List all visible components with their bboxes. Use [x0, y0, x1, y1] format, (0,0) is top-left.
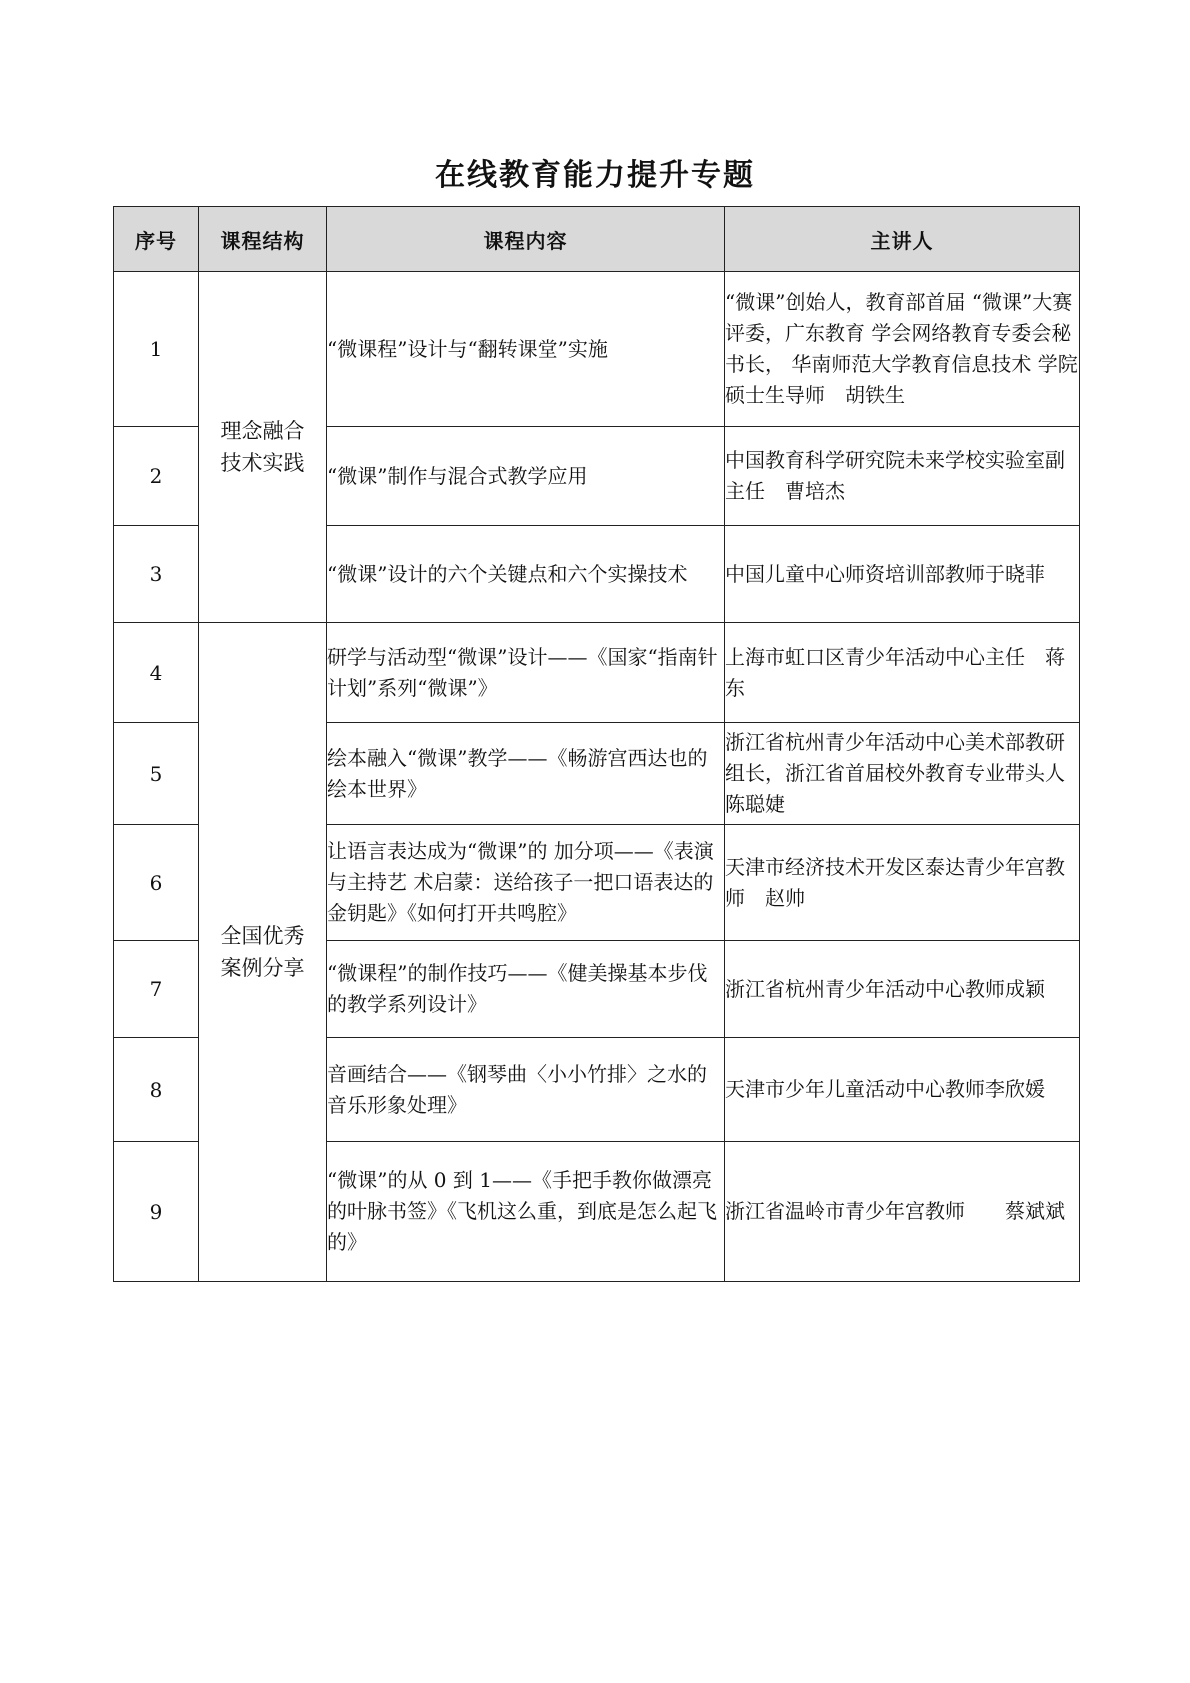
row-seq: 3	[114, 526, 199, 623]
row-seq: 2	[114, 427, 199, 526]
row-speaker: 浙江省杭州青少年活动中心教师成颖	[725, 941, 1080, 1038]
row-seq: 5	[114, 723, 199, 825]
row-seq: 1	[114, 272, 199, 427]
row-seq: 4	[114, 623, 199, 723]
row-content: 研学与活动型“微课”设计——《国家“指南针计划”系列“微课”》	[327, 623, 725, 723]
header-speaker: 主讲人	[725, 207, 1080, 272]
row-content: “微课”的从 0 到 1——《手把手教你做漂亮的叶脉书签》《飞机这么重，到底是怎么起飞的》	[327, 1142, 725, 1282]
row-seq: 7	[114, 941, 199, 1038]
module-cell	[199, 623, 327, 1282]
row-speaker: 天津市经济技术开发区泰达青少年宫教师 赵帅	[725, 825, 1080, 941]
table-row	[114, 623, 1080, 723]
header-seq: 序号	[114, 207, 199, 272]
module-cell	[199, 272, 327, 623]
row-content: “微课程”的制作技巧——《健美操基本步伐的教学系列设计》	[327, 941, 725, 1038]
header-module: 课程结构	[199, 207, 327, 272]
row-speaker: 天津市少年儿童活动中心教师李欣媛	[725, 1038, 1080, 1142]
row-content: 绘本融入“微课”教学——《畅游宫西达也的绘本世界》	[327, 723, 725, 825]
row-speaker: 中国儿童中心师资培训部教师于晓菲	[725, 526, 1080, 623]
module-label: 全国优秀案例分享	[220, 924, 305, 980]
row-speaker: 浙江省杭州青少年活动中心美术部教研组长，浙江省首届校外教育专业带头人 陈聪婕	[725, 723, 1080, 825]
row-speaker: 中国教育科学研究院未来学校实验室副主任 曹培杰	[725, 427, 1080, 526]
row-speaker: 上海市虹口区青少年活动中心主任 蒋东	[725, 623, 1080, 723]
row-speaker: 浙江省温岭市青少年宫教师 蔡斌斌	[725, 1142, 1080, 1282]
page-title: 在线教育能力提升专题	[435, 158, 755, 193]
row-seq: 6	[114, 825, 199, 941]
row-content: 音画结合——《钢琴曲〈小小竹排〉之水的音乐形象处理》	[327, 1038, 725, 1142]
row-content: “微课程”设计与“翻转课堂”实施	[327, 272, 725, 427]
module-label: 理念融合技术实践	[220, 419, 305, 475]
row-seq: 9	[114, 1142, 199, 1282]
course-table	[113, 206, 1085, 1282]
row-content: 让语言表达成为“微课”的 加分项——《表演与主持艺 术启蒙：送给孩子一把口语表达的金钥匙》《如何打开共鸣腔》	[327, 825, 725, 941]
row-content: “微课”设计的六个关键点和六个实操技术	[327, 526, 725, 623]
row-content: “微课”制作与混合式教学应用	[327, 427, 725, 526]
header-row	[114, 207, 1080, 272]
header-content: 课程内容	[327, 207, 725, 272]
row-seq: 8	[114, 1038, 199, 1142]
table-row	[114, 272, 1080, 427]
row-speaker: “微课”创始人，教育部首届 “微课”大赛评委，广东教育 学会网络教育专委会秘书长， 华南师范大学教育信息技术 学院硕士生导师 胡铁生	[725, 272, 1080, 427]
